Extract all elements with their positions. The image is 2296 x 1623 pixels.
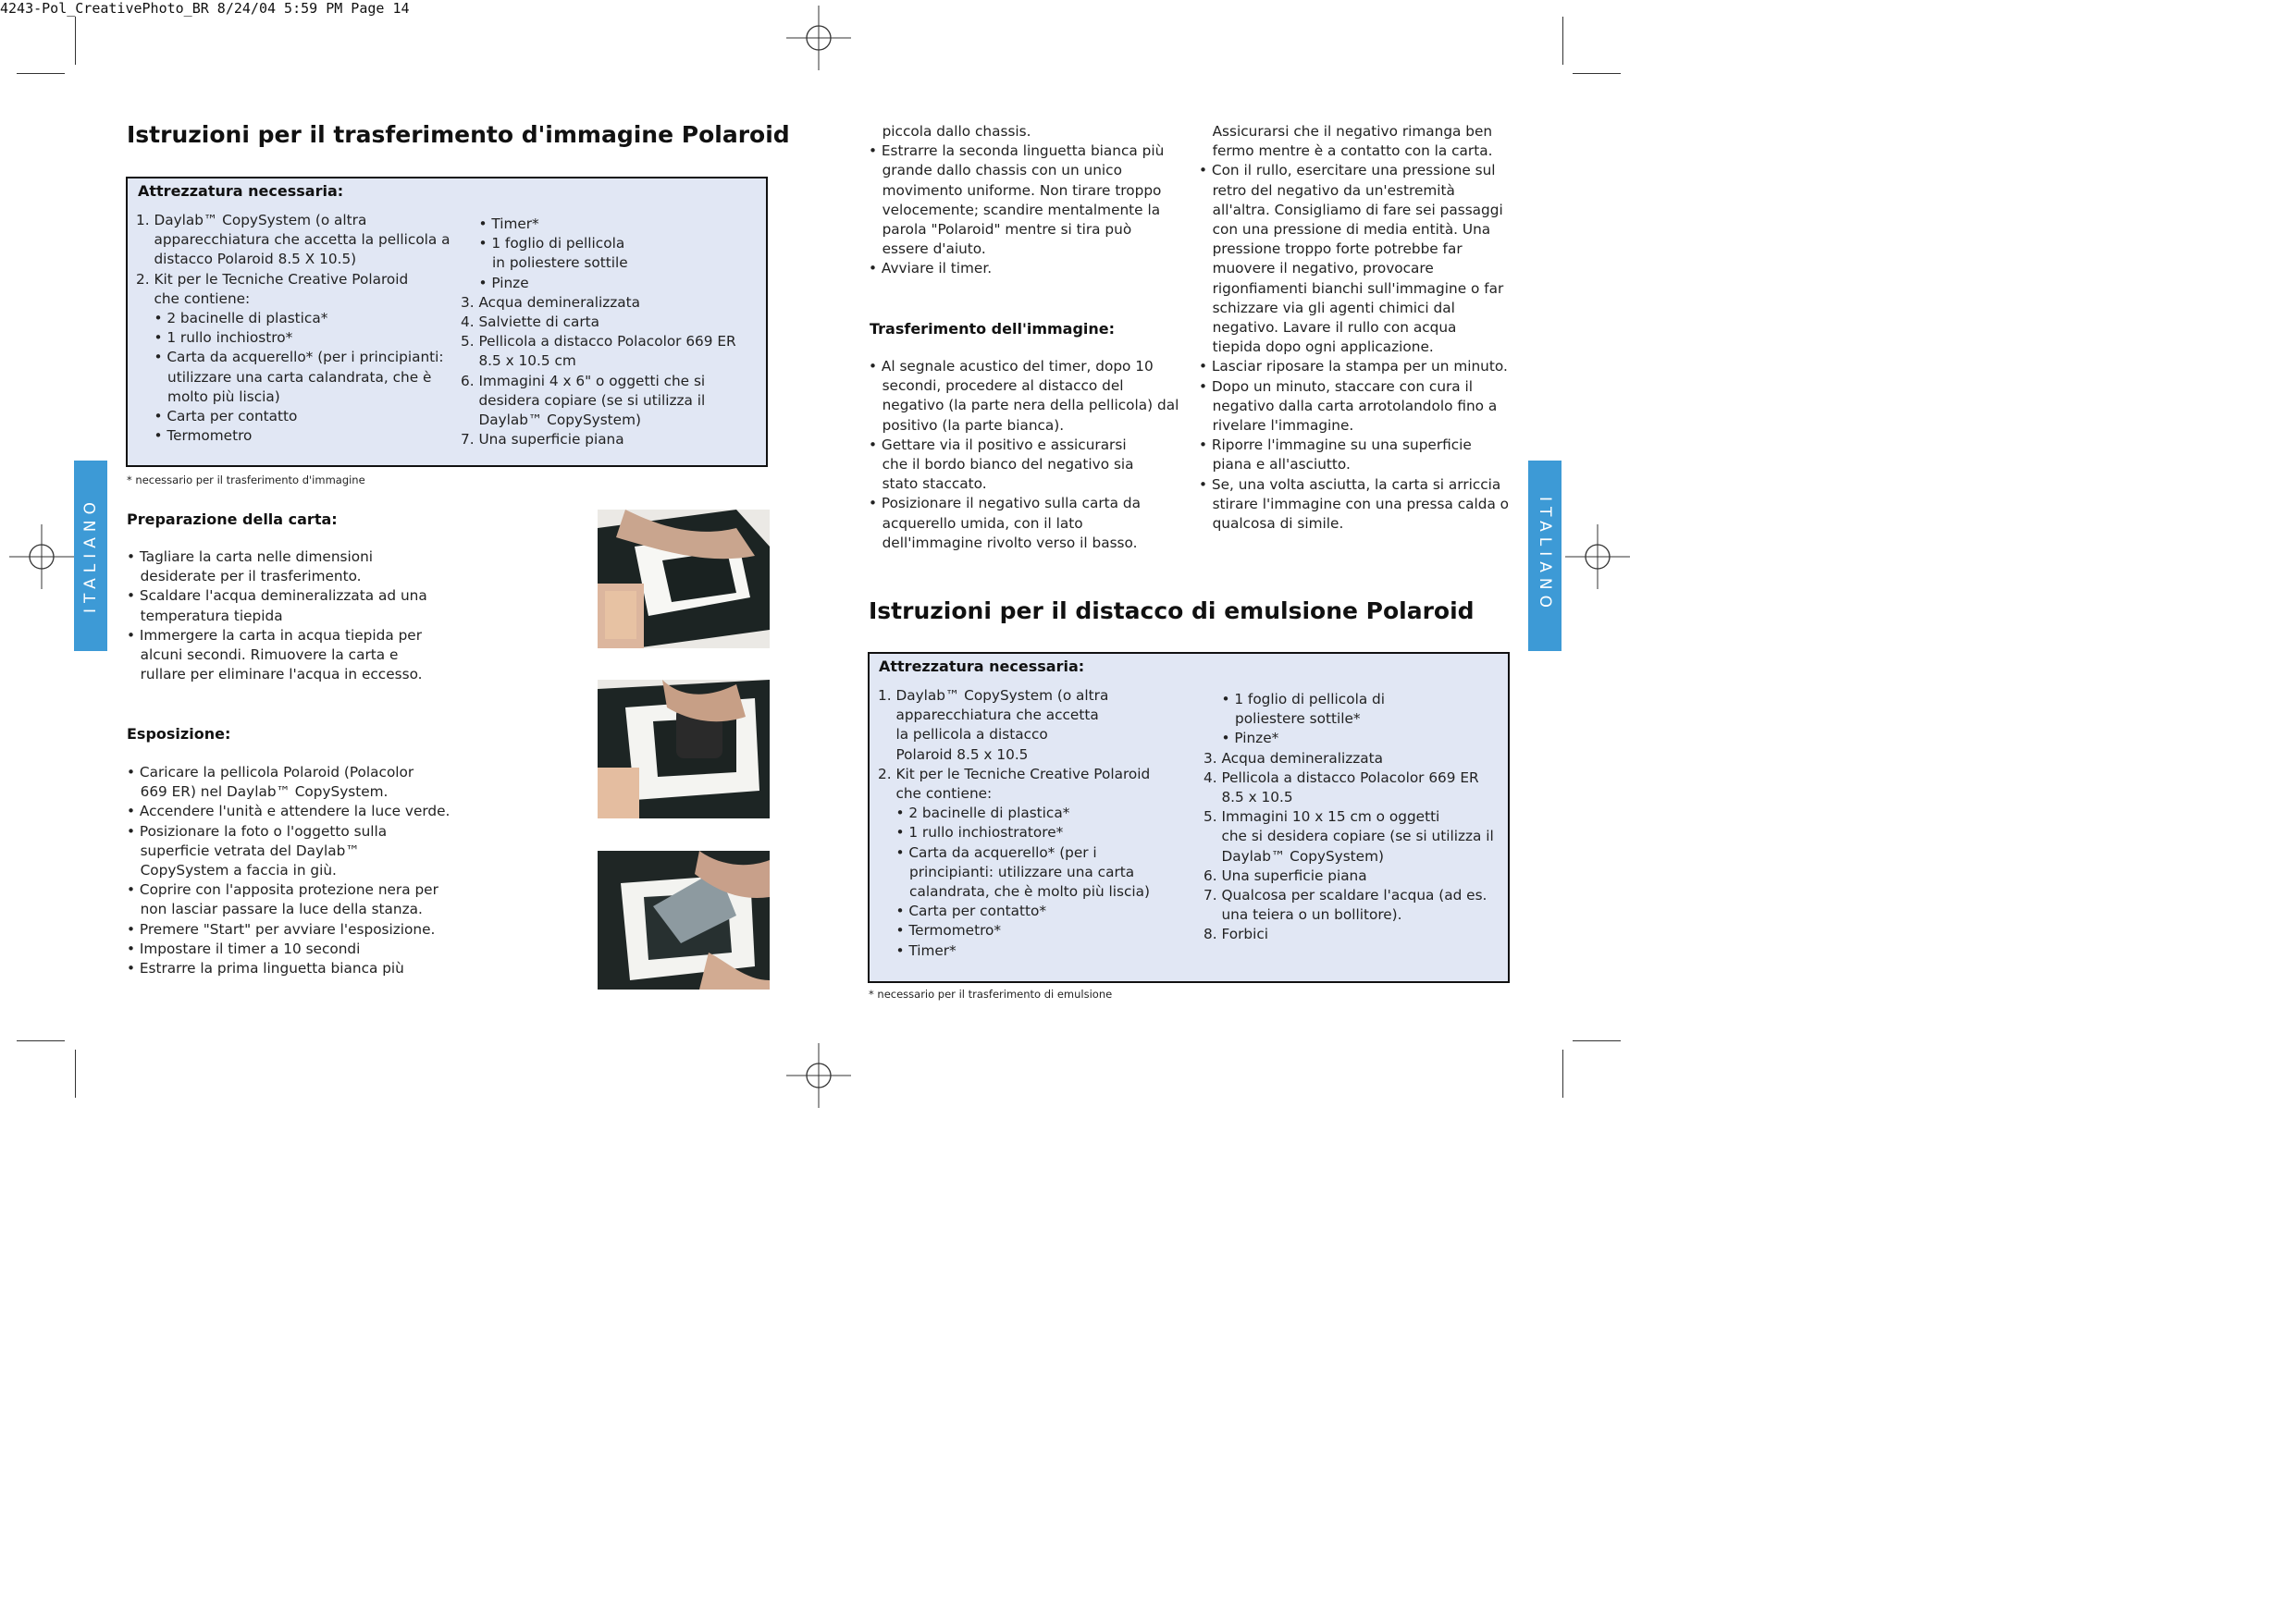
language-tab-label: ITALIANO (1536, 497, 1554, 613)
text-line: in poliestere sottile (461, 254, 628, 272)
exposure-list (127, 763, 450, 978)
section-title-image-transfer: Istruzioni per il trasferimento d'immagine Polaroid (127, 121, 790, 148)
image-transfer-heading: Trasferimento dell'immagine: (870, 320, 1116, 338)
image-transfer-list (869, 357, 1179, 553)
text-line: una teiera o un bollitore). (1204, 906, 1402, 924)
text-line: pressione troppo forte potrebbe far (1199, 240, 1463, 258)
text-line: CopySystem a faccia in giù. (127, 862, 337, 879)
text-line: parola "Polaroid" mentre si tira può (869, 221, 1132, 239)
text-line: che si desidera copiare (se si utilizza il (1204, 828, 1494, 845)
text-line: • Impostare il timer a 10 secondi (127, 940, 361, 957)
text-line: 6. Una superficie piana (1204, 867, 1367, 884)
registration-mark-icon (9, 524, 74, 589)
image-transfer-list-continued (1199, 122, 1509, 534)
text-line: essere d'aiuto. (869, 240, 986, 258)
crop-mark (17, 73, 65, 74)
text-line: • Lasciar riposare la stampa per un minuto. (1199, 358, 1508, 375)
text-line: • Accendere l'unità e attendere la luce verde. (127, 803, 451, 820)
text-line: la pellicola a distacco (878, 726, 1048, 744)
crop-mark (17, 1040, 65, 1041)
text-line: rigonfiamenti bianchi sull'immagine o far (1199, 279, 1504, 297)
text-line: • Estrarre la prima linguetta bianca più (127, 960, 404, 977)
text-line: • Posizionare il negativo sulla carta da (869, 495, 1141, 512)
registration-mark-icon (1565, 524, 1630, 589)
text-line: • 1 foglio di pellicola (461, 235, 625, 252)
text-line: secondi, procedere al distacco del (869, 377, 1124, 395)
text-line: che il bordo bianco del negativo sia (869, 456, 1134, 473)
text-line: piccola dallo chassis. (869, 123, 1031, 140)
paper-wetting-photo (598, 510, 770, 648)
text-line: • Tagliare la carta nelle dimensioni (127, 548, 374, 565)
text-line: • Timer* (878, 941, 957, 959)
text-line: 669 ER) nel Daylab™ CopySystem. (127, 783, 389, 801)
language-tab-right (1528, 461, 1562, 651)
text-line: • Timer* (461, 215, 539, 232)
footnote: * necessario per il trasferimento d'immagine (127, 473, 365, 486)
crop-mark (1562, 17, 1563, 65)
exposure-heading: Esposizione: (127, 725, 231, 743)
text-line: 1. Daylab™ CopySystem (o altra (878, 687, 1109, 704)
text-line: 7. Una superficie piana (461, 431, 624, 449)
text-line: negativo dalla carta arrotolandolo fino a (1199, 397, 1498, 414)
text-line: 5. Immagini 10 x 15 cm o oggetti (1204, 808, 1440, 826)
text-line: schizzare via gli agenti chimici dal (1199, 299, 1455, 316)
text-line: alcuni secondi. Rimuovere la carta e (127, 646, 399, 664)
text-line: Polaroid 8.5 x 10.5 (878, 745, 1029, 763)
text-line: principianti: utilizzare una carta (878, 863, 1135, 880)
section-title-emulsion-lift: Istruzioni per il distacco di emulsione Polaroid (869, 597, 1475, 624)
equipment-list-left (878, 686, 1150, 961)
text-line: muovere il negativo, provocare (1199, 260, 1434, 277)
text-line: dell'immagine rivolto verso il basso. (869, 534, 1138, 551)
text-line: temperatura tiepida (127, 607, 283, 624)
language-tab-label: ITALIANO (81, 497, 100, 613)
text-line: retro del negativo da un'estremità (1199, 181, 1455, 199)
text-line: desidera copiare (se si utilizza il (461, 391, 706, 409)
equipment-heading: Attrezzatura necessaria: (879, 658, 1085, 675)
text-line: negativo (la parte nera della pellicola) dal (869, 397, 1179, 414)
text-line: • 1 rullo inchiostro* (136, 329, 293, 347)
paper-prep-list (127, 547, 427, 684)
text-line: all'altra. Consigliamo di fare sei passaggi (1199, 201, 1503, 218)
equipment-heading: Attrezzatura necessaria: (138, 182, 344, 200)
text-line: velocemente; scandire mentalmente la (869, 201, 1161, 218)
footnote: * necessario per il trasferimento di emulsione (869, 988, 1113, 1001)
text-line: movimento uniforme. Non tirare troppo (869, 181, 1162, 199)
equipment-list-right (461, 215, 736, 449)
paper-prep-heading: Preparazione della carta: (127, 510, 338, 528)
text-line: 4. Pellicola a distacco Polacolor 669 ER (1204, 768, 1479, 786)
text-line: • Scaldare l'acqua demineralizzata ad una (127, 587, 427, 605)
text-line: • Caricare la pellicola Polaroid (Polacolor (127, 764, 414, 781)
text-line: apparecchiatura che accetta la pellicola a (136, 231, 451, 249)
text-line: rullare per eliminare l'acqua in eccesso. (127, 666, 423, 683)
crop-mark (75, 1050, 76, 1098)
crop-mark (75, 17, 76, 65)
rolling-negative-photo (598, 680, 770, 818)
text-line: 6. Immagini 4 x 6" o oggetti che si (461, 372, 706, 389)
text-line: 2. Kit per le Tecniche Creative Polaroid (878, 765, 1151, 782)
text-line: • Carta da acquerello* (per i principianti: (136, 349, 444, 366)
registration-mark-icon (786, 6, 851, 70)
text-line: qualcosa di simile. (1199, 515, 1344, 533)
text-line: distacco Polaroid 8.5 X 10.5) (136, 251, 357, 268)
text-line: desiderate per il trasferimento. (127, 568, 362, 585)
text-line: • Se, una volta asciutta, la carta si arriccia (1199, 475, 1501, 493)
registration-mark-icon (786, 1043, 851, 1108)
text-line: poliestere sottile* (1204, 710, 1361, 728)
text-line: 3. Acqua demineralizzata (461, 293, 641, 311)
text-line: fermo mentre è a contatto con la carta. (1199, 142, 1493, 160)
exposure-list-continued (869, 122, 1164, 279)
text-line: che contiene: (136, 289, 251, 307)
text-line: • 1 rullo inchiostratore* (878, 824, 1064, 842)
text-line: • Termometro* (878, 922, 1002, 940)
text-line: 5. Pellicola a distacco Polacolor 669 ER (461, 333, 736, 350)
text-line: Daylab™ CopySystem) (1204, 847, 1384, 865)
text-line: molto più liscia) (136, 387, 280, 405)
text-line: stato staccato. (869, 475, 987, 493)
text-line: • Carta da acquerello* (per i (878, 843, 1097, 861)
text-line: con una pressione di media entità. Una (1199, 221, 1491, 239)
text-line: • Gettare via il positivo e assicurarsi (869, 436, 1127, 453)
text-line: • 1 foglio di pellicola di (1204, 691, 1386, 707)
text-line: 8.5 x 10.5 (1204, 789, 1293, 806)
text-line: • Dopo un minuto, staccare con cura il (1199, 377, 1474, 395)
text-line: • Carta per contatto (136, 408, 298, 425)
text-line: stirare l'immagine con una pressa calda o (1199, 495, 1510, 512)
equipment-list-left (136, 211, 451, 446)
text-line: utilizzare una carta calandrata, che è (136, 368, 432, 386)
text-line: Daylab™ CopySystem) (461, 412, 641, 429)
text-line: apparecchiatura che accetta (878, 707, 1099, 724)
text-line: Assicurarsi che il negativo rimanga ben (1199, 123, 1493, 140)
text-line: • 2 bacinelle di plastica* (878, 805, 1070, 822)
text-line: tiepida dopo ogni applicazione. (1199, 338, 1434, 356)
text-line: • Avviare il timer. (869, 260, 993, 277)
text-line: positivo (la parte bianca). (869, 416, 1065, 434)
crop-mark (1573, 1040, 1621, 1041)
crop-mark (1573, 73, 1621, 74)
text-line: • Termometro (136, 427, 253, 445)
text-line: calandrata, che è molto più liscia) (878, 883, 1150, 901)
text-line: 8.5 x 10.5 cm (461, 352, 576, 370)
print-slug: 4243-Pol_CreativePhoto_BR 8/24/04 5:59 PM Page 14 (0, 0, 410, 17)
text-line: grande dallo chassis con un unico (869, 162, 1122, 179)
text-line: • Con il rullo, esercitare una pressione sul (1199, 162, 1496, 179)
text-line: • Pinze* (1204, 730, 1279, 747)
text-line: 4. Salviette di carta (461, 314, 600, 331)
crop-mark (1562, 1050, 1563, 1098)
peeling-negative-photo (598, 851, 770, 990)
text-line: 3. Acqua demineralizzata (1204, 749, 1384, 767)
text-line: • 2 bacinelle di plastica* (136, 310, 328, 327)
text-line: rivelare l'immagine. (1199, 417, 1354, 435)
text-line: acquerello umida, con il lato (869, 514, 1083, 532)
text-line: • Premere "Start" per avviare l'esposizione. (127, 920, 436, 938)
text-line: che contiene: (878, 785, 993, 803)
text-line: • Posizionare la foto o l'oggetto sulla (127, 822, 388, 840)
text-line: • Immergere la carta in acqua tiepida per (127, 626, 422, 644)
text-line: • Carta per contatto* (878, 903, 1047, 920)
text-line: • Coprire con l'apposita protezione nera per (127, 881, 438, 899)
text-line: • Estrarre la seconda linguetta bianca più (869, 142, 1165, 160)
text-line: superficie vetrata del Daylab™ (127, 842, 360, 859)
text-line: 7. Qualcosa per scaldare l'acqua (ad es. (1204, 887, 1487, 904)
text-line: non lasciar passare la luce della stanza. (127, 901, 423, 918)
text-line: negativo. Lavare il rullo con acqua (1199, 319, 1457, 337)
text-line: • Riporre l'immagine su una superficie (1199, 436, 1472, 454)
text-line: piana e all'asciutto. (1199, 456, 1351, 473)
equipment-list-right (1204, 690, 1494, 945)
text-line: • Pinze (461, 274, 529, 291)
text-line: 1. Daylab™ CopySystem (o altra (136, 212, 367, 228)
language-tab-left (74, 461, 107, 651)
text-line: • Al segnale acustico del timer, dopo 10 (869, 358, 1154, 375)
text-line: 8. Forbici (1204, 926, 1268, 943)
text-line: 2. Kit per le Tecniche Creative Polaroid (136, 270, 409, 288)
